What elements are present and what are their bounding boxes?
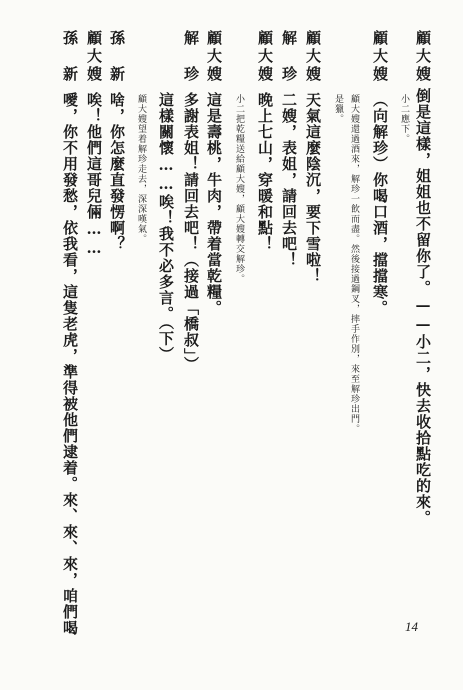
speaker-name: 顧大嫂 [85, 30, 103, 84]
dialogue-line: 晚上七山，穿暖和點！ [256, 92, 274, 252]
dialogue-line: 啥，你怎麼直發愣啊？ [108, 92, 126, 252]
dialogue-line: 倒是這樣，姐姐也不留你了。——小二，快去收拾點吃的來。 [414, 88, 432, 526]
dialogue-line: 多謝表姐！請回去吧！（接過「橋叔」） [182, 92, 200, 373]
dialogue-line: 天氣這麼陰沉，要下雪啦！ [304, 92, 322, 284]
speaker-name: 解 珍 [280, 30, 298, 84]
speaker-name: 顧大嫂 [256, 30, 274, 84]
dialogue-line: 唉！他們這哥兒倆…… [85, 92, 103, 258]
stage-direction: 小二把乾糧送給顧大嫂，顧大嫂轉交解珍。 [234, 94, 244, 284]
dialogue-line: 這樣關懷……唉！我不必多言。（下） [157, 92, 175, 363]
stage-direction: 顧大嫂還過酒來，解珍一飲而盡。然後接過鋼叉，摔手作別，來至解珍出門。 [349, 94, 359, 434]
dialogue-line: 噯，你不用發愁，依我看，這隻老虎，準得被他們逮着。來、來、來，咱們喝 [61, 92, 79, 636]
speaker-name: 孫 新 [108, 30, 126, 84]
page-number: 14 [405, 619, 418, 634]
speaker-name: 解 珍 [182, 30, 200, 84]
stage-direction: 小二應下。 [399, 94, 409, 144]
dialogue-line: 二嫂，表姐，請回去吧！ [280, 92, 298, 268]
speaker-name: 顧大嫂 [371, 30, 389, 84]
speaker-name: 孫 新 [61, 30, 79, 84]
stage-direction: 顧大嫂望着解珍走去，深深嘆氣。 [136, 94, 146, 244]
speaker-name: 顧大嫂 [304, 30, 322, 84]
dialogue-line: （向解珍）你喝口酒，擋擋寒。 [371, 92, 389, 316]
speaker-name: 顧大嫂 [205, 30, 223, 84]
speaker-name: 顧大嫂 [414, 30, 432, 84]
dialogue-line: 這是壽桃，牛肉，帶着當乾糧。 [205, 92, 223, 316]
stage-direction: 是獵。 [333, 94, 343, 124]
